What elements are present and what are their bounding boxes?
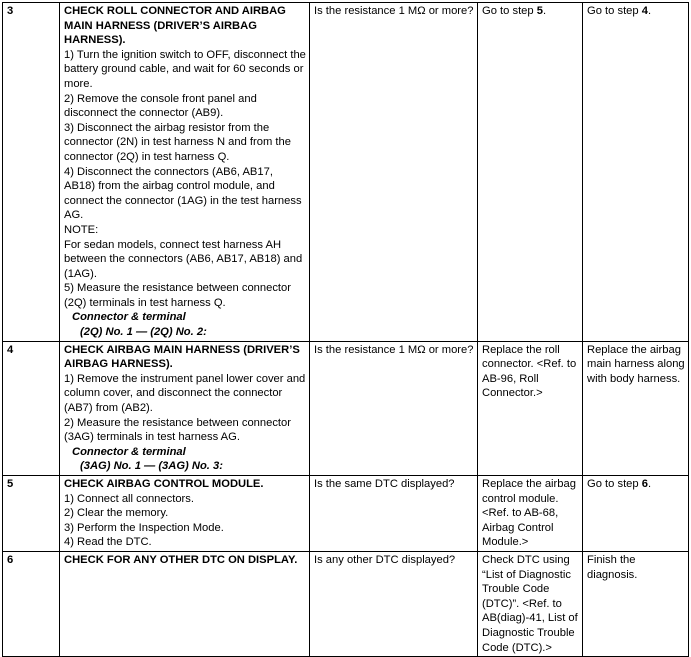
procedure-item: 4) Disconnect the connectors (AB6, AB17, AB18) from the airbag control module, and connect the connector (1AG) in the test harness AG.: [64, 165, 302, 222]
note-text: For sedan models, connect test harness AH between the connectors (AB6, AB17, AB18) and (1AG).: [64, 238, 303, 280]
no-prefix: Go to step: [587, 478, 642, 490]
step-number: 4: [3, 341, 60, 475]
note-label: NOTE:: [64, 223, 99, 236]
step-number: 3: [3, 3, 60, 342]
check-title: CHECK AIRBAG MAIN HARNESS (DRIVER’S AIRBAG HARNESS).: [64, 343, 300, 371]
table-row: [3, 551, 689, 656]
step-number: 6: [3, 551, 60, 656]
check-title: CHECK ROLL CONNECTOR AND AIRBAG MAIN HARNESS (DRIVER’S AIRBAG HARNESS).: [64, 5, 286, 47]
check-value: Is any other DTC displayed?: [310, 551, 478, 656]
procedure-item: 1) Connect all connectors.: [64, 492, 194, 505]
yes-step-ref: 5: [536, 5, 543, 17]
check-cell: [60, 341, 310, 475]
no-action: [583, 476, 689, 552]
table-row: [3, 3, 689, 342]
procedure-item: 3) Disconnect the airbag resistor from the connector (2N) in test harness N and from the connector (2Q) in test harness Q.: [64, 121, 291, 163]
no-action: Finish the diagnosis.: [583, 551, 689, 656]
check-cell: [60, 3, 310, 342]
yes-action: Check DTC using “List of Diagnostic Trouble Code (DTC)”. <Ref. to AB(diag)-41, List of Diagnostic Trouble Code (DTC).>: [478, 551, 583, 656]
procedure-item: 5) Measure the resistance between connector (2Q) terminals in test harness Q.: [64, 282, 291, 309]
no-step-ref: 6: [641, 478, 648, 490]
procedure-item: 2) Clear the memory.: [64, 507, 169, 520]
yes-suffix: .: [542, 5, 547, 17]
table-row: [3, 476, 689, 552]
no-step-ref: 4: [641, 5, 648, 17]
terminal-value: (2Q) No. 1 — (2Q) No. 2:: [80, 326, 207, 339]
check-title: CHECK FOR ANY OTHER DTC ON DISPLAY.: [64, 553, 298, 566]
procedure-item: 4) Read the DTC.: [64, 536, 152, 549]
step-number: 5: [3, 476, 60, 552]
diagnostic-table: [2, 2, 689, 657]
check-cell: [60, 476, 310, 552]
procedure-item: 1) Remove the instrument panel lower cover and column cover, and disconnect the connector (AB7) from (AB2).: [64, 372, 306, 415]
procedure-item: 3) Perform the Inspection Mode.: [64, 521, 224, 534]
no-suffix: .: [647, 478, 652, 490]
check-cell: [60, 551, 310, 656]
terminal-value: (3AG) No. 1 — (3AG) No. 3:: [80, 460, 223, 473]
check-value: Is the resistance 1 MΩ or more?: [310, 341, 478, 475]
yes-action: Replace the roll connector. <Ref. to AB-96, Roll Connector.>: [478, 341, 583, 475]
yes-action: [478, 3, 583, 342]
procedure-item: 2) Remove the console front panel and disconnect the connector (AB9).: [64, 92, 257, 120]
no-action: [583, 3, 689, 342]
table-row: [3, 341, 689, 475]
terminal-title: Connector & terminal: [72, 311, 186, 324]
yes-action: Replace the airbag control module. <Ref. to AB-68, Airbag Control Module.>: [478, 476, 583, 552]
no-prefix: Go to step: [587, 5, 642, 17]
check-value: Is the resistance 1 MΩ or more?: [310, 3, 478, 342]
procedure-item: 1) Turn the ignition switch to OFF, disconnect the battery ground cable, and wait for 60 seconds or more.: [64, 48, 306, 90]
procedure-item: 2) Measure the resistance between connector (3AG) terminals in test harness AG.: [64, 416, 291, 444]
terminal-title: Connector & terminal: [72, 445, 186, 458]
check-title: CHECK AIRBAG CONTROL MODULE.: [64, 478, 264, 490]
no-action: Replace the airbag main harness along with body harness.: [583, 341, 689, 475]
check-value: Is the same DTC displayed?: [310, 476, 478, 552]
no-suffix: .: [647, 5, 652, 17]
yes-prefix: Go to step: [482, 5, 537, 17]
